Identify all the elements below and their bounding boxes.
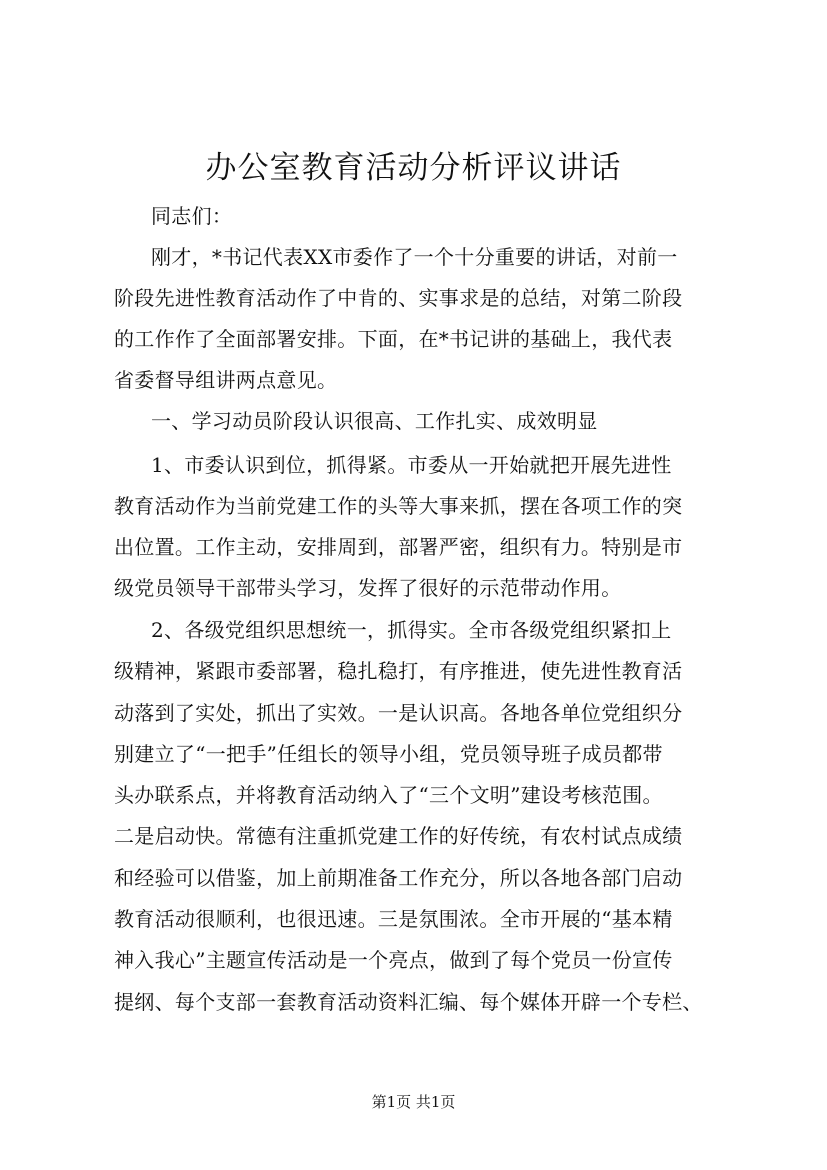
paragraph-line: 二是启动快。常德有注重抓党建工作的好传统，有农村试点成绩 [114,824,683,848]
paragraph-line: 神入我心”主题宣传活动是一个亮点，做到了每个党员一份宣传 [114,948,673,972]
paragraph-line: 别建立了“一把手”任组长的领导小组，党员领导班子成员都带 [114,742,663,766]
document-title: 办公室教育活动分析评议讲话 [205,150,622,186]
paragraph-line: 刚才，*书记代表XX市委作了一个十分重要的讲话，对前一 [151,245,678,269]
section-heading: 一、学习动员阶段认识很高、工作扎实、成效明显 [151,409,598,433]
paragraph-line: 和经验可以借鉴，加上前期准备工作充分，所以各地各部门启动 [114,866,683,890]
paragraph-line: 提纲、每个支部一套教育活动资料汇编、每个媒体开辟一个专栏、 [114,990,703,1014]
paragraph-line: 教育活动作为当前党建工作的头等大事来抓，摆在各项工作的突 [114,494,683,518]
paragraph-line: 级精神，紧跟市委部署，稳扎稳打，有序推进，使先进性教育活 [114,659,683,683]
paragraph-line: 1、市委认识到位，抓得紧。市委从一开始就把开展先进性 [151,453,672,477]
paragraph-line: 级党员领导干部带头学习，发挥了很好的示范带动作用。 [114,576,622,600]
paragraph-line: 省委督导组讲两点意见。 [114,368,338,392]
paragraph-line: 教育活动很顺利，也很迅速。三是氛围浓。全市开展的“基本精 [114,907,673,931]
paragraph-line: 头办联系点，并将教育活动纳入了“三个文明”建设考核范围。 [114,783,663,807]
paragraph-line: 出位置。工作主动，安排周到，部署严密，组织有力。特别是市 [114,535,683,559]
paragraph-line: 的工作作了全面部署安排。下面，在*书记讲的基础上，我代表 [114,327,673,351]
page-footer: 第1页 共1页 [371,1093,456,1111]
salutation-line: 同志们： [151,204,233,228]
paragraph-line: 2、各级党组织思想统一，抓得实。全市各级党组织紧扣上 [151,618,672,642]
paragraph-line: 动落到了实处，抓出了实效。一是认识高。各地各单位党组织分 [114,701,683,725]
paragraph-line: 阶段先进性教育活动作了中肯的、实事求是的总结，对第二阶段 [114,286,683,310]
